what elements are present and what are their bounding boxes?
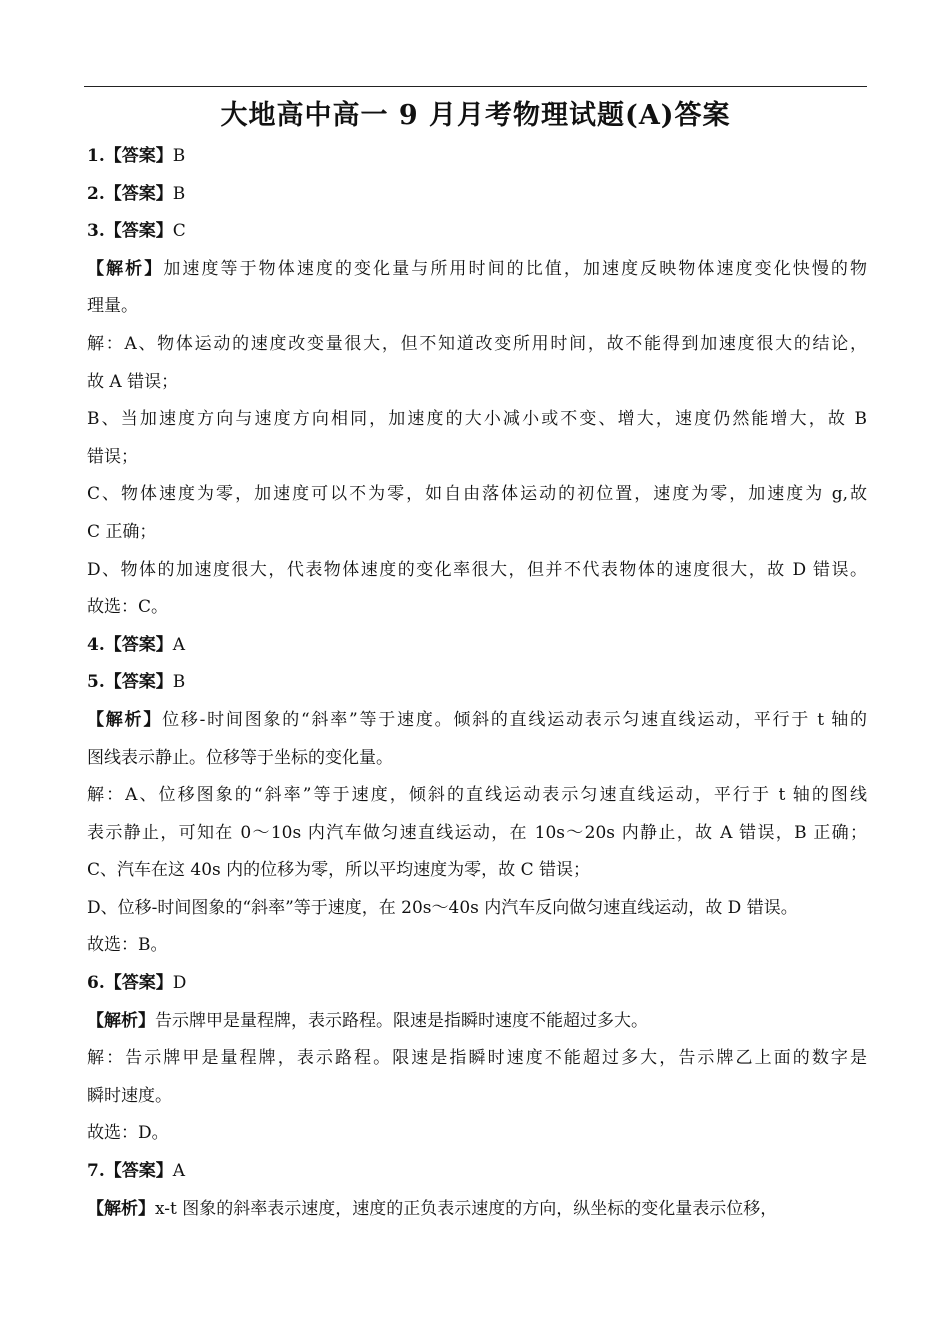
text-line [87,255,867,293]
analysis-label: 【解析】 [87,258,164,279]
line-text: A [172,1161,186,1182]
answer-label: 3.【答案】 [87,221,173,242]
analysis-label: 【解析】 [87,709,163,730]
text-line [87,330,867,368]
line-text: D [172,973,187,994]
text-line [87,593,867,631]
line-text: 理量。 [87,296,138,317]
line-text: 故选：D。 [87,1123,169,1144]
text-line [87,142,867,180]
text-line [87,781,867,819]
text-line [87,405,867,443]
analysis-label: 【解析】 [87,1198,155,1219]
text-line [87,518,867,556]
header-rule [84,86,867,87]
text-line [87,368,867,406]
text-line [87,1157,867,1195]
text-line [87,1082,867,1120]
text-line [87,1007,867,1045]
line-text: 位移-时间图象的“斜率”等于速度。倾斜的直线运动表示匀速直线运动，平行于 t 轴的 [162,709,868,730]
answer-content [87,142,867,1232]
line-text: B [172,146,186,166]
line-text: 告示牌甲是量程牌，表示路程。限速是指瞬时速度不能超过多大。 [155,1010,648,1031]
text-line [87,217,867,255]
line-text: C、物体速度为零，加速度可以不为零，如自由落体运动的初位置，速度为零，加速度为 g,故 [87,484,867,505]
text-line [87,931,867,969]
analysis-label: 【解析】 [87,1010,155,1031]
line-text: x-t 图象的斜率表示速度，速度的正负表示速度的方向，纵坐标的变化量表示位移， [155,1198,778,1219]
line-text: A [172,634,186,655]
line-text: C 正确； [87,521,157,542]
text-line [87,856,867,894]
text-line [87,1044,867,1082]
line-text: C [172,221,186,242]
line-text: B [172,183,186,204]
line-text: 表示静止，可知在 0～10s 内汽车做匀速直线运动，在 10s～20s 内静止，故 A 错误，B 正确； [87,822,867,843]
text-line [87,292,867,330]
text-line [87,180,867,218]
answer-label: 6.【答案】 [87,973,173,994]
line-text: 加速度等于物体速度的变化量与所用时间的比值，加速度反映物体速度变化快慢的物 [163,258,868,279]
text-line [87,1195,867,1233]
text-line [87,969,867,1007]
page-title: 大地高中高一 9 月月考物理试题(A)答案 [220,100,731,131]
answer-label: 1.【答案】 [87,146,173,166]
line-text: D、位移-时间图象的“斜率”等于速度，在 20s～40s 内汽车反向做匀速直线运动，故 D 错误。 [87,897,798,918]
line-text: 图线表示静止。位移等于坐标的变化量。 [87,747,393,768]
answer-label: 2.【答案】 [87,183,173,204]
line-text: 瞬时速度。 [87,1085,172,1106]
answer-label: 7.【答案】 [87,1161,173,1182]
line-text: 故 A 错误； [87,371,179,392]
text-line [87,556,867,594]
answer-label: 4.【答案】 [87,634,173,655]
text-line [87,1119,867,1157]
line-text: C、汽车在这 40s 内的位移为零，所以平均速度为零，故 C 错误； [87,860,590,881]
line-text: B [172,672,186,693]
text-line [87,443,867,481]
text-line [87,631,867,669]
text-line [87,894,867,932]
text-line [87,819,867,857]
line-text: 故选：C。 [87,597,169,618]
text-line [87,744,867,782]
line-text: D、物体的加速度很大，代表物体速度的变化率很大，但并不代表物体的速度很大，故 D 错误。 [87,559,867,580]
text-line [87,706,867,744]
line-text: 解：A、物体运动的速度改变量很大，但不知道改变所用时间，故不能得到加速度很大的结论， [87,333,867,354]
line-text: 解：告示牌甲是量程牌，表示路程。限速是指瞬时速度不能超过多大，告示牌乙上面的数字是 [87,1048,867,1069]
text-line [87,668,867,706]
line-text: 故选：B。 [87,935,168,956]
line-text: B、当加速度方向与速度方向相同，加速度的大小减小或不变、增大，速度仍然能增大，故 B [87,409,867,430]
text-line [87,480,867,518]
answer-label: 5.【答案】 [87,672,173,693]
line-text: 解：A、位移图象的“斜率”等于速度，倾斜的直线运动表示匀速直线运动，平行于 t 轴的图线 [87,785,867,806]
line-text: 错误； [87,446,138,467]
